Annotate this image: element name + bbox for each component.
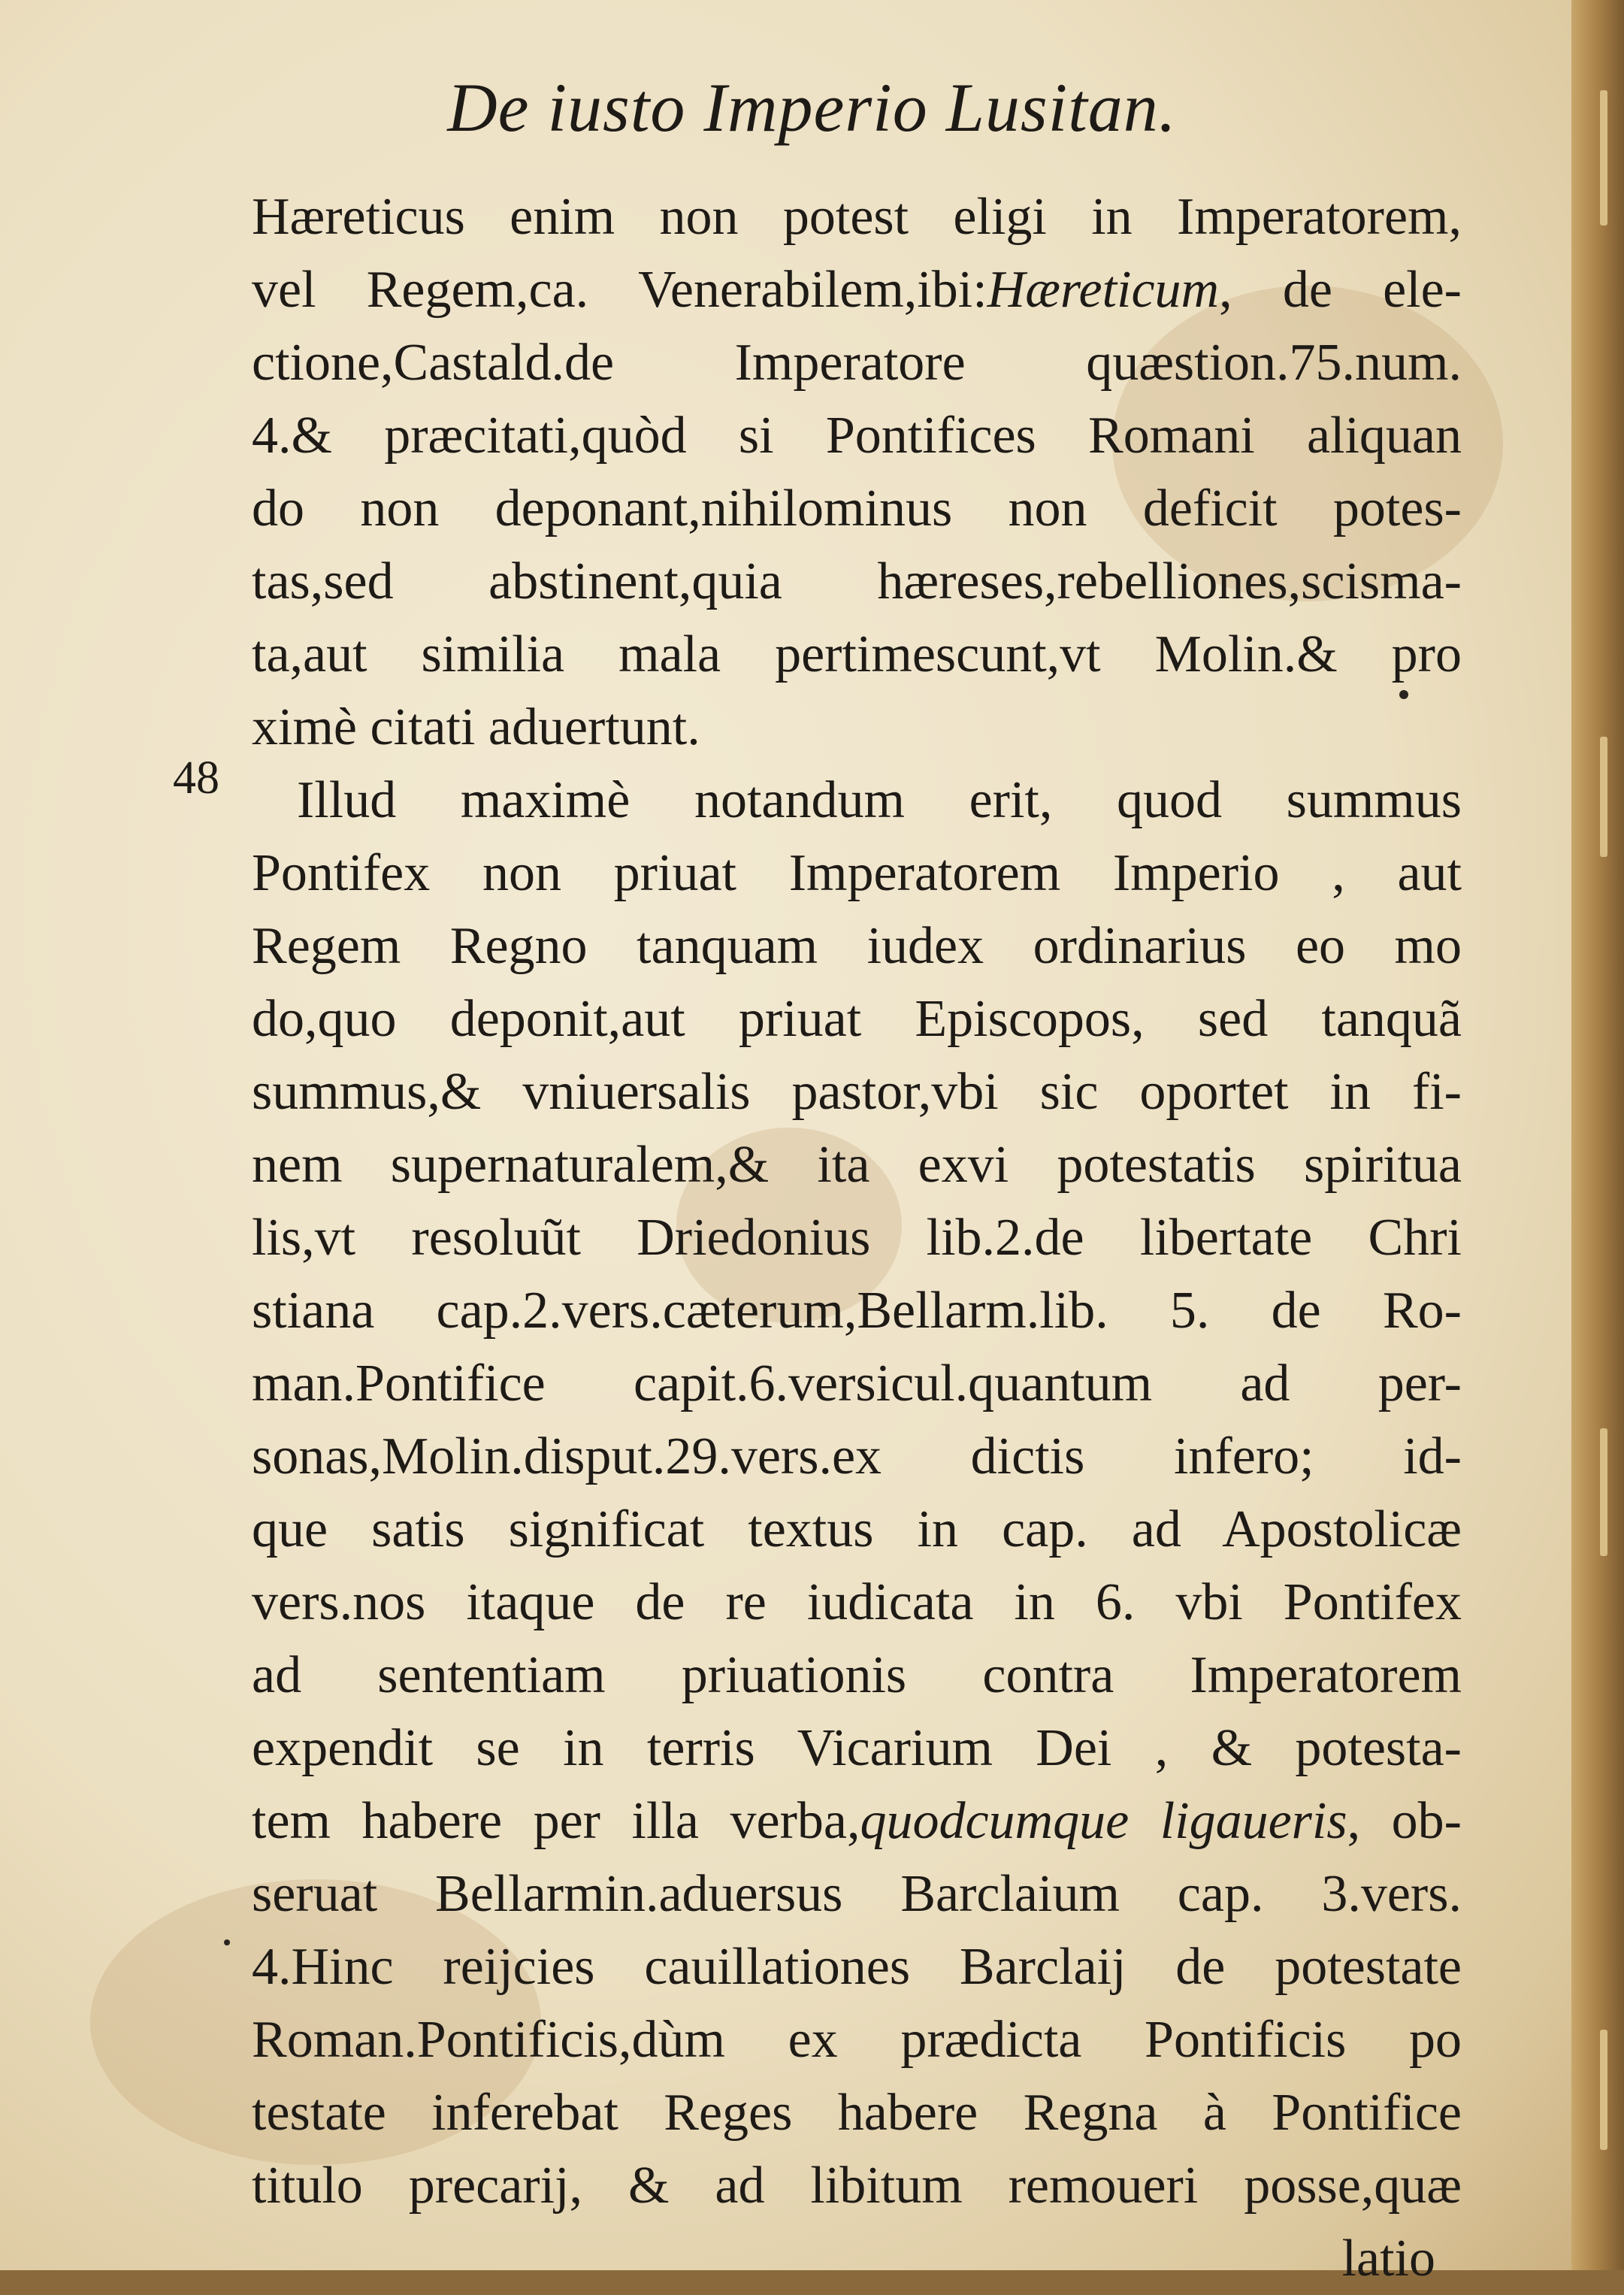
text-line: vers.nos itaque de re iudicata in 6. vbi Pontifex: [252, 1573, 1462, 1631]
running-head: De iusto Imperio Lusitan.: [447, 69, 1177, 146]
text-line: nem supernaturalem,& ita exvi potestatis spiritua: [252, 1136, 1462, 1194]
text-line: ta,aut similia mala pertimescunt,vt Molin.& pro: [252, 625, 1462, 683]
text-line: Pontifex non priuat Imperatorem Imperio , aut: [252, 844, 1462, 902]
text-line: do non deponant,nihilominus non deficit potes-: [252, 480, 1462, 537]
text-span: , ob-: [1347, 1792, 1462, 1850]
text-line: 4.& præcitati,quòd si Pontifices Romani aliquan: [252, 407, 1462, 465]
text-line: tas,sed abstinent,quia hæreses,rebelliones,scisma-: [252, 553, 1462, 610]
text-line: Roman.Pontificis,dùm ex prædicta Pontificis po: [252, 2011, 1462, 2069]
body-text: [252, 180, 1462, 2295]
text-line: titulo precarij, & ad libitum remoueri posse,quæ: [252, 2157, 1462, 2215]
text-line: Illud maximè notandum erit, quod summus: [297, 771, 1462, 829]
text-line: que satis significat textus in cap. ad Apostolicæ: [252, 1500, 1462, 1558]
text-line: [252, 1785, 1462, 1857]
ink-dot: [224, 1939, 230, 1945]
text-span: vel Regem,ca. Venerabilem,ibi:: [252, 261, 987, 319]
catchword: latio: [1341, 2230, 1435, 2287]
text-line: sonas,Molin.disput.29.vers.ex dictis infero; id-: [252, 1428, 1462, 1485]
text-line: ad sententiam priuationis contra Imperatorem: [252, 1646, 1462, 1704]
text-line: expendit se in terris Vicarium Dei , & potesta-: [252, 1719, 1462, 1777]
text-line: Regem Regno tanquam iudex ordinarius eo mo: [252, 917, 1462, 975]
catchword-line: [252, 2222, 1462, 2295]
text-line: summus,& vniuersalis pastor,vbi sic oportet in fi-: [252, 1063, 1462, 1121]
spine-stitch: [1600, 1428, 1607, 1556]
paragraph-1: [252, 180, 1462, 764]
book-spine: [1571, 0, 1624, 2270]
text-line: seruat Bellarmin.aduersus Barclaium cap. 3.vers.: [252, 1865, 1462, 1923]
spine-stitch: [1600, 2030, 1607, 2150]
italic-citation: Hæreticum: [987, 261, 1220, 319]
spine-stitch: [1600, 737, 1607, 857]
text-line: do,quo deponit,aut priuat Episcopos, sed tanquã: [252, 990, 1462, 1048]
text-line: lis,vt resoluũt Driedonius lib.2.de libertate Chri: [252, 1209, 1462, 1267]
text-span: tem habere per illa verba,: [252, 1792, 860, 1850]
text-line: [252, 253, 1462, 326]
text-line: stiana cap.2.vers.cæterum,Bellarm.lib. 5. de Ro-: [252, 1282, 1462, 1340]
italic-citation: quodcumque ligaueris: [860, 1792, 1347, 1850]
text-line: ctione,Castald.de Imperatore quæstion.75.num.: [252, 334, 1462, 392]
ink-dot: [1399, 690, 1408, 699]
text-line: testate inferebat Reges habere Regna à Pontifice: [252, 2084, 1462, 2142]
text-line: 4.Hinc reijcies cauillationes Barclaij de potestate: [252, 1938, 1462, 1996]
text-line: man.Pontifice capit.6.versicul.quantum ad per-: [252, 1355, 1462, 1412]
text-line: ximè citati aduertunt.: [252, 698, 700, 756]
text-span: , de ele-: [1219, 261, 1462, 319]
paragraph-2: [252, 764, 1462, 2222]
text-line: Hæreticus enim non potest eligi in Imperatorem,: [252, 188, 1462, 246]
marginal-paragraph-number: 48: [173, 752, 219, 804]
